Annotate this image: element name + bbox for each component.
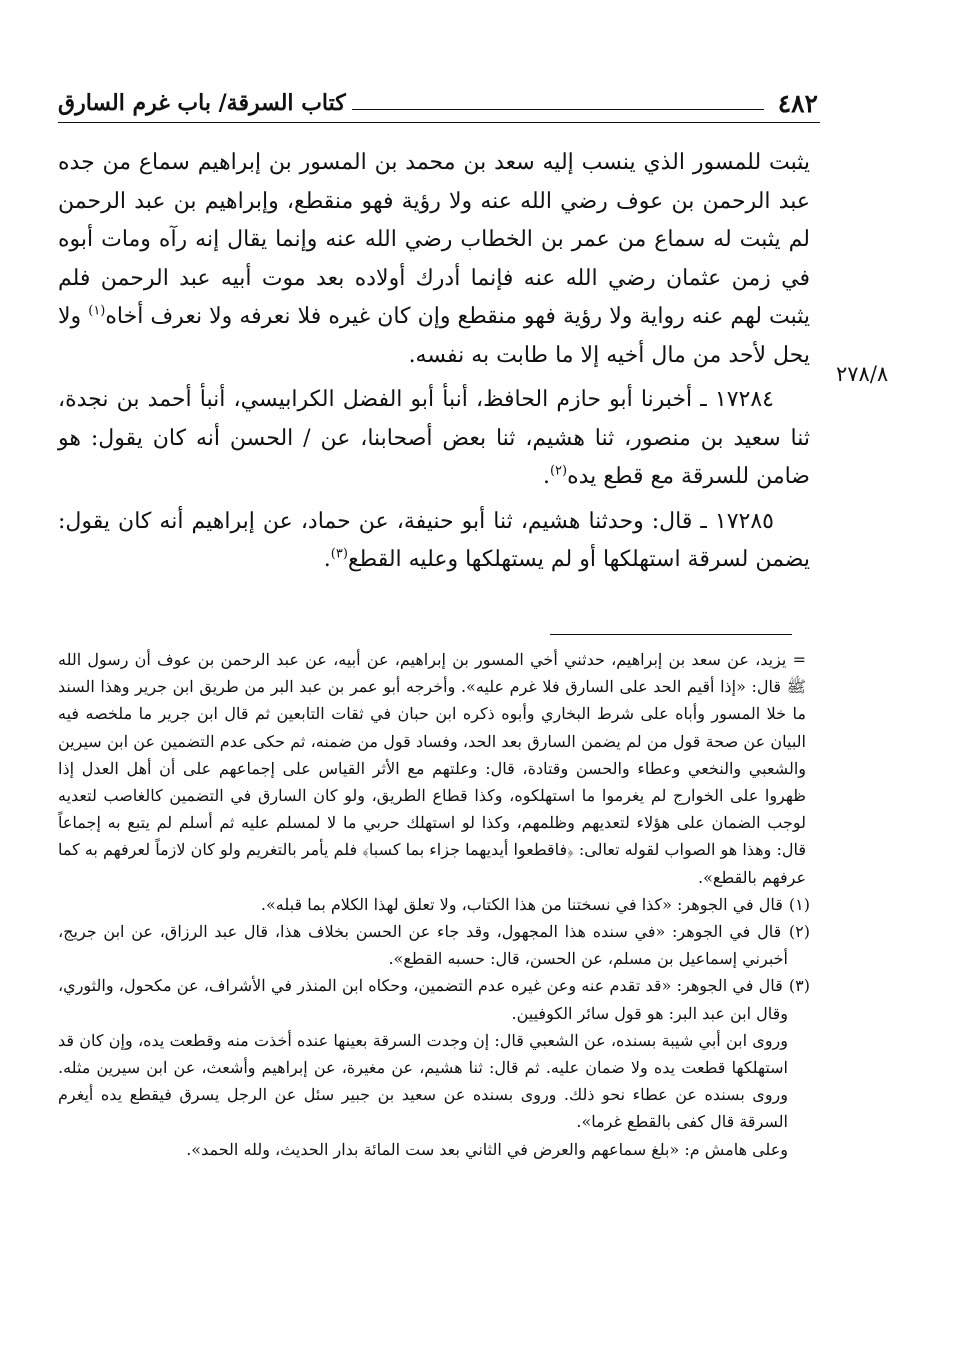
main-text bbox=[58, 144, 810, 580]
header-dash-line bbox=[352, 109, 764, 110]
footnote-3-number: (٣) bbox=[788, 976, 810, 996]
footnote-ref-2: (٢) bbox=[549, 463, 568, 479]
footnote-ref-3: (٣) bbox=[330, 546, 348, 562]
running-header bbox=[58, 86, 818, 120]
footnote-continuation: = يزيد، عن سعد بن إبراهيم، حدثني أخي المسور بن إبراهيم، عن أبيه، عن عبد الرحمن بن عوف أن رسول الله ﷺ قال: «إذا أقيم الحد على السارق فلا غرم عليه». وأخرجه أبو عمر بن عبد البر من طريق ابن جرير وهذا السند ما خلا المسور وأباه على شرط البخاري وأبوه ذكره ابن حبان في ثقات التابعين ثم قال ابن جرير ما ملخصه فيه البيان عن صحة قول من لم يضمن السارق بعد الحد، وفساد قول من ضمنه، ثم حكى عدم التضمين عن ابن سيرين والشعبي والنخعي وعطاء والحسن وقتادة، قال: وعلتهم مع الأثر القياس على إجماعهم على أن أهل العدل إذا ظهروا على الخوارج لم يغرموا ما استهلكوه، وكذا قطاع الطريق، ولو كان السارق في التضمين كالغاصب لتعديه لوجب الضمان على هؤلاء لتعديهم وظلمهم، وكذا لو استهلك حربي ما لا لمسلم عليه ثم أسلم لم يتبع به إجماعاً قال: وهذا هو الصواب لقوله تعالى: ﴿فاقطعوا أيديهما جزاء بما كسبا﴾ فلم يأمر بالتغريم ولو كان لازماً لعرفهم به كما عرفهم بالقطع». bbox=[58, 650, 807, 887]
footnote-3-paragraph-2: وروى ابن أبي شيبة بسنده، عن الشعبي قال: إن وجدت السرقة بعينها عنده أخذت منه وقطعت يده، وإن كان قد استهلكها قطعت يده ولا ضمان عليه. ثم قال: ثنا هشيم، عن مغيرة، عن إبراهيم وأشعث، عن ابن سيرين مثله. وروى بسنده عن عطاء نحو ذلك. وروى بسنده عن سعيد بن جبير سئل عن الرجل يسرق فيقطع يده أيغرم السرقة قال كفى بالقطع غرما». bbox=[58, 1030, 789, 1132]
paragraph-continuation: يثبت للمسور الذي ينسب إليه سعد بن محمد بن المسور بن إبراهيم سماع من جده عبد الرحمن بن عوف رضي الله عنه ولا رؤية فهو منقطع، وإبراهيم بن عبد الرحمن لم يثبت له سماع من عمر بن الخطاب رضي الله عنه وإنما يقال إنه رآه ومات أبوه في زمن عثمان رضي الله عنه فإنما أدرك أولاده بعد موت أبيه عبد الرحمن فلم يثبت لهم عنه رواية ولا رؤية فهو منقطع وإن كان غيره فلا نعرفه ولا نعرف أخاه$^{(١)}$ ولا يحل لأحد من مال أخيه إلا ما طابت به نفسه. bbox=[58, 150, 810, 368]
footnote-1: (١) قال في الجوهر: «كذا في نسختنا من هذا الكتاب، ولا تعلق لهذا الكلام بما قبله». bbox=[58, 891, 810, 918]
footnote-ref-1: (١) bbox=[88, 303, 106, 319]
footnotes bbox=[58, 646, 810, 1163]
footnote-separator bbox=[550, 634, 792, 635]
footnote-2: (٢) قال في الجوهر: «في سنده هذا المجهول، وقد جاء عن الحسن بخلاف هذا، قال عبد الرزاق، عن ابن جريج، أخبرني إسماعيل بن مسلم، عن الحسن، قال: حسبه القطع». bbox=[58, 918, 810, 972]
header-rule bbox=[58, 122, 820, 123]
margin-volume-page-note: ٢٧٨/٨ bbox=[836, 362, 889, 386]
footnote-1-number: (١) bbox=[788, 894, 810, 914]
page-number: ٤٨٢ bbox=[777, 88, 818, 118]
footnote-3-paragraph-3: وعلى هامش م: «بلغ سماعهم والعرض في الثاني بعد ست المائة بدار الحديث، ولله الحمد». bbox=[186, 1139, 788, 1159]
chapter-title: كتاب السرقة/ باب غرم السارق bbox=[58, 90, 346, 116]
footnote-2-number: (٢) bbox=[788, 922, 811, 942]
hadith-17285: ١٧٢٨٥ ـ قال: وحدثنا هشيم، ثنا أبو حنيفة، عن حماد، عن إبراهيم أنه كان يقول: يضمن لسرقة استهلكها أو لم يستهلكها وعليه القطع$^{(٣)}$. bbox=[58, 508, 810, 572]
hadith-17284: ١٧٢٨٤ ـ أخبرنا أبو حازم الحافظ، أنبأ أبو الفضل الكرابيسي، أنبأ أحمد بن نجدة، ثنا سعيد بن منصور، ثنا هشيم، ثنا بعض أصحابنا، عن / الحسن أنه كان يقول: هو ضامن للسرقة مع قطع يده$^{(٢)}$. bbox=[58, 387, 810, 489]
footnote-3: (٣) قال في الجوهر: «قد تقدم عنه وعن غيره عدم التضمين، وحكاه ابن المنذر في الأشراف، عن مكحول، والثوري، وقال ابن عبد البر: هو قول سائر الكوفيين. bbox=[58, 972, 810, 1026]
